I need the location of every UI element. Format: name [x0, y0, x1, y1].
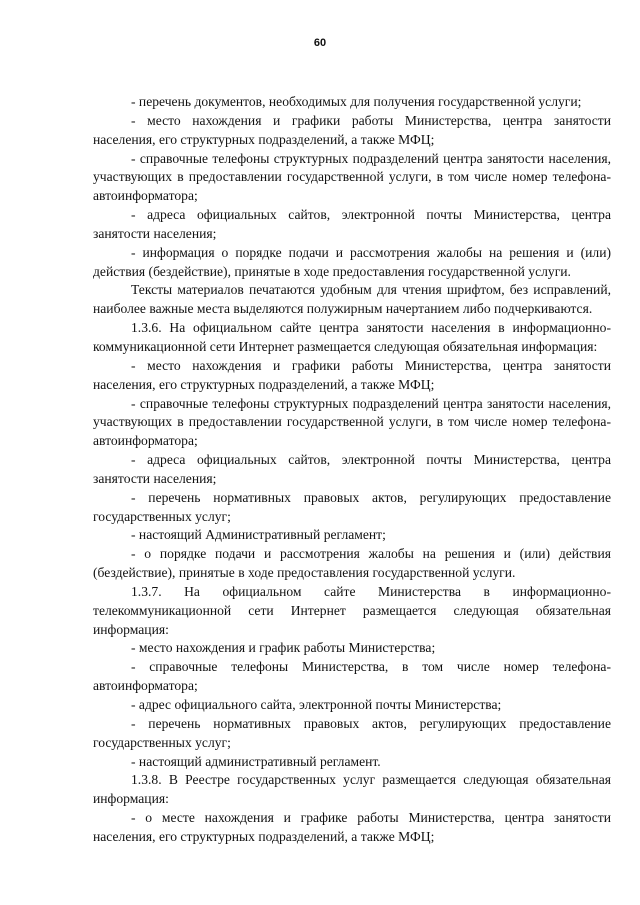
paragraph: - перечень документов, необходимых для получения государственной услуги;	[131, 94, 582, 109]
paragraph: Тексты материалов печатаются удобным для чтения шрифтом, без исправлений, наиболее важные места выделяются полужирным начертанием либо подчеркиваются.	[93, 282, 611, 317]
paragraph: 1.3.6. На официальном сайте центра занятости населения в информационно-коммуникационной сети Интернет размещается следующая обязательная информация:	[93, 320, 611, 354]
document-body	[93, 93, 611, 847]
paragraph: - место нахождения и графики работы Министерства, центра занятости населения, его структурных подразделений, а также МФЦ;	[93, 112, 611, 147]
paragraph: - о порядке подачи и рассмотрения жалобы на решения и (или) действия (бездействие), принятые в ходе предоставления государственной услуги.	[93, 546, 611, 581]
paragraph: - справочные телефоны Министерства, в том числе номер телефона-автоинформатора;	[93, 659, 611, 694]
paragraph: - адреса официальных сайтов, электронной почты Министерства, центра занятости населения;	[93, 452, 611, 486]
paragraph: - адреса официальных сайтов, электронной почты Министерства, центра занятости населения;	[93, 207, 611, 241]
paragraph: - место нахождения и график работы Министерства;	[131, 640, 436, 656]
paragraph: - информация о порядке подачи и рассмотрения жалобы на решения и (или) действия (бездействие), принятые в ходе предоставления государственной услуги.	[93, 244, 611, 279]
paragraph: - настоящий Административный регламент;	[131, 527, 386, 543]
paragraph: 1.3.7. На официальном сайте Министерства в информационно-телекоммуникационной сети Интернет размещается следующая обязательная информация:	[93, 583, 611, 637]
paragraph: - адрес официального сайта, электронной почты Министерства;	[131, 697, 502, 712]
paragraph: 1.3.8. В Реестре государственных услуг размещается следующая обязательная информация:	[93, 772, 611, 807]
paragraph: - справочные телефоны структурных подразделений центра занятости населения, участвующих в предоставлении государственной услуги, в том числе номер телефона-автоинформатора;	[93, 395, 611, 449]
paragraph: - перечень нормативных правовых актов, регулирующих предоставление государственных услуг;	[93, 715, 611, 750]
paragraph: - настоящий административный регламент.	[131, 753, 381, 769]
paragraph: - место нахождения и графики работы Министерства, центра занятости населения, его структурных подразделений, а также МФЦ;	[93, 357, 611, 392]
paragraph: - перечень нормативных правовых актов, регулирующих предоставление государственных услуг;	[93, 489, 611, 524]
paragraph: - справочные телефоны структурных подразделений центра занятости населения, участвующих в предоставлении государственной услуги, в том числе номер телефона-автоинформатора;	[93, 150, 611, 204]
paragraph: - о месте нахождения и графике работы Министерства, центра занятости населения, его структурных подразделений, а также МФЦ;	[93, 810, 611, 844]
page-number: 60	[313, 37, 327, 49]
